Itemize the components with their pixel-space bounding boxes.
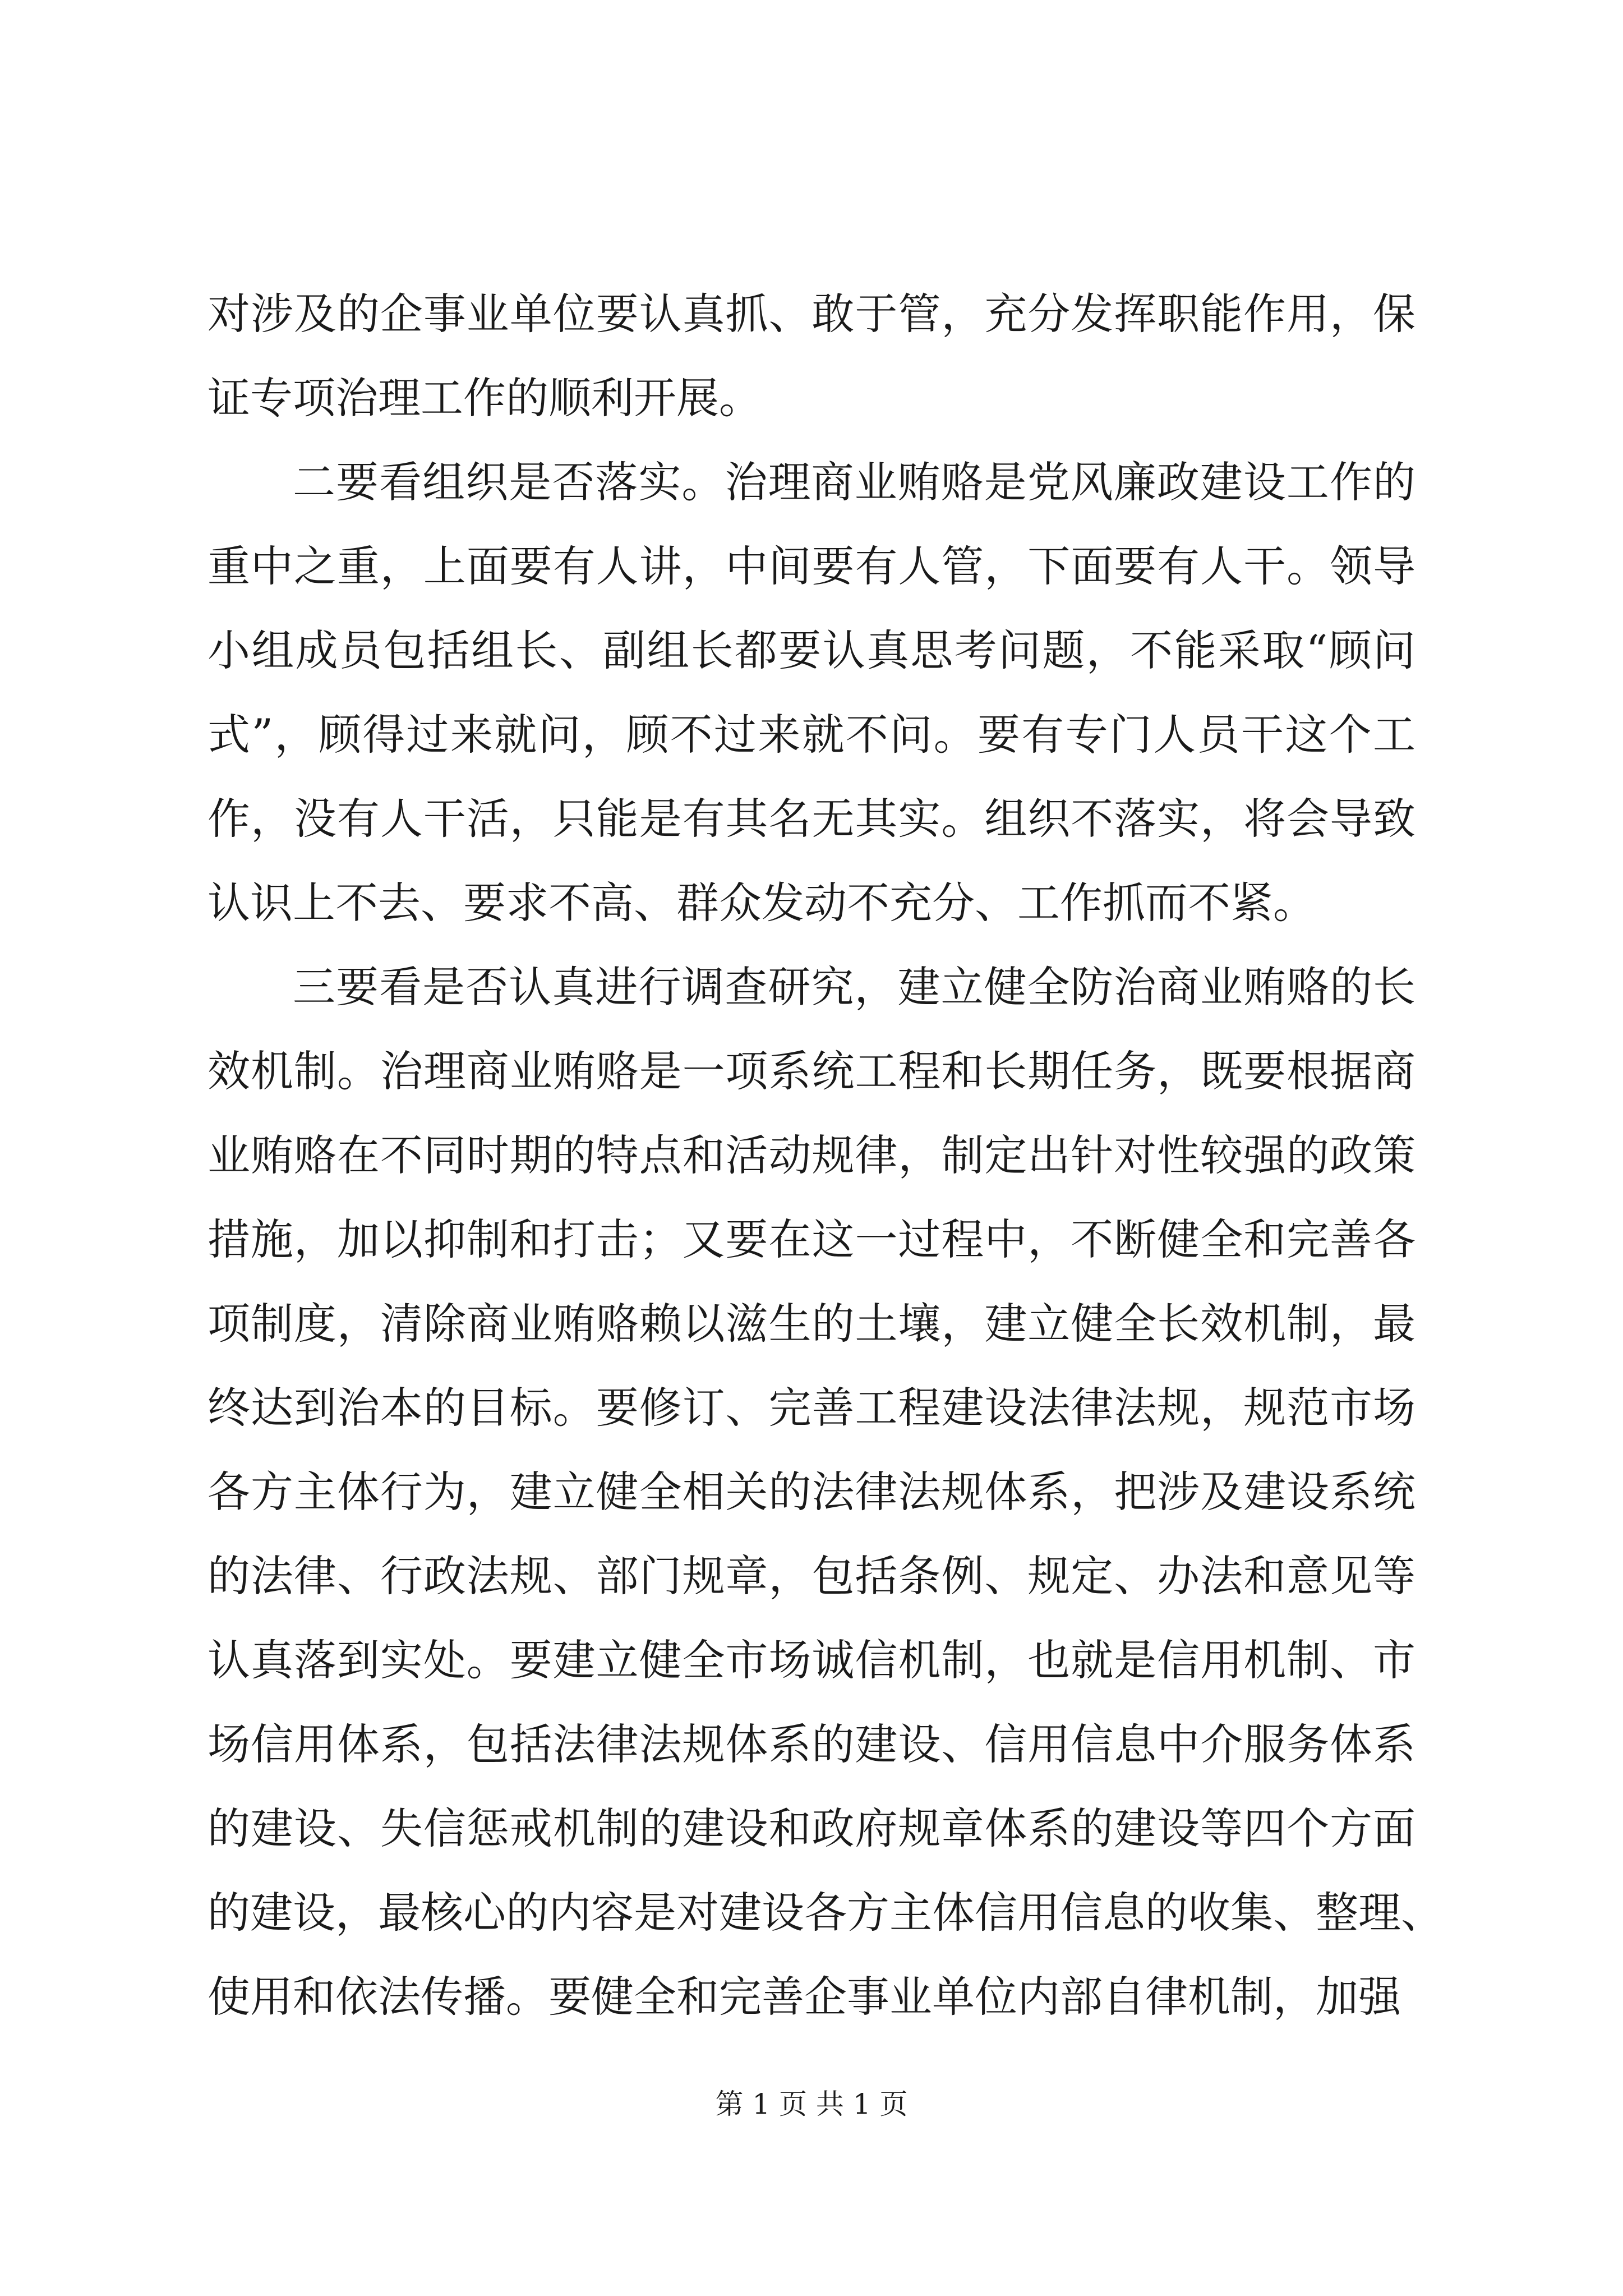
paragraph-3-line-13: 使用和依法传播。要健全和完善企事业单位内部自律机制，加强: [208, 1972, 1401, 2022]
paragraph-1-line-1: 对涉及的企事业单位要认真抓、敢于管，充分发挥职能作用，保: [208, 289, 1415, 339]
paragraph-2-line-1: 二要看组织是否落实。治理商业贿赂是党风廉政建设工作的: [293, 457, 1415, 507]
paragraph-3-line-10: 场信用体系，包括法律法规体系的建设、信用信息中介服务体系: [208, 1719, 1415, 1769]
paragraph-3-line-8: 的法律、行政法规、部门规章，包括条例、规定、办法和意见等: [208, 1551, 1415, 1601]
paragraph-3-line-6: 终达到治本的目标。要修订、完善工程建设法律法规，规范市场: [208, 1383, 1415, 1433]
paragraph-3-line-9: 认真落到实处。要建立健全市场诚信机制，也就是信用机制、市: [208, 1635, 1415, 1685]
paragraph-3-line-3: 业贿赂在不同时期的特点和活动规律，制定出针对性较强的政策: [208, 1130, 1415, 1180]
paragraph-3-line-5: 项制度，清除商业贿赂赖以滋生的土壤，建立健全长效机制，最: [208, 1299, 1415, 1349]
paragraph-1-line-2: 证专项治理工作的顺利开展。: [208, 373, 762, 423]
paragraph-2-line-4: 式”，顾得过来就问，顾不过来就不问。要有专门人员干这个工: [208, 710, 1415, 760]
paragraph-3-line-1: 三要看是否认真进行调查研究，建立健全防治商业贿赂的长: [293, 962, 1415, 1012]
paragraph-3-line-11: 的建设、失信惩戒机制的建设和政府规章体系的建设等四个方面: [208, 1803, 1415, 1853]
paragraph-2-line-3: 小组成员包括组长、副组长都要认真思考问题，不能采取“顾问: [208, 625, 1415, 675]
paragraph-3-line-4: 措施，加以抑制和打击；又要在这一过程中，不断健全和完善各: [208, 1214, 1415, 1264]
paragraph-3-line-12: 的建设，最核心的内容是对建设各方主体信用信息的收集、整理、: [208, 1888, 1444, 1938]
paragraph-2-line-6: 认识上不去、要求不高、群众发动不充分、工作抓而不紧。: [208, 878, 1316, 928]
paragraph-3-line-7: 各方主体行为，建立健全相关的法律法规体系，把涉及建设系统: [208, 1467, 1415, 1517]
paragraph-3-line-2: 效机制。治理商业贿赂是一项系统工程和长期任务，既要根据商: [208, 1046, 1415, 1096]
paragraph-2-line-5: 作，没有人干活，只能是有其名无其实。组织不落实，将会导致: [208, 794, 1415, 844]
paragraph-2-line-2: 重中之重，上面要有人讲，中间要有人管，下面要有人干。领导: [208, 541, 1415, 591]
page-footer: 第 1 页 共 1 页: [715, 2088, 908, 2120]
